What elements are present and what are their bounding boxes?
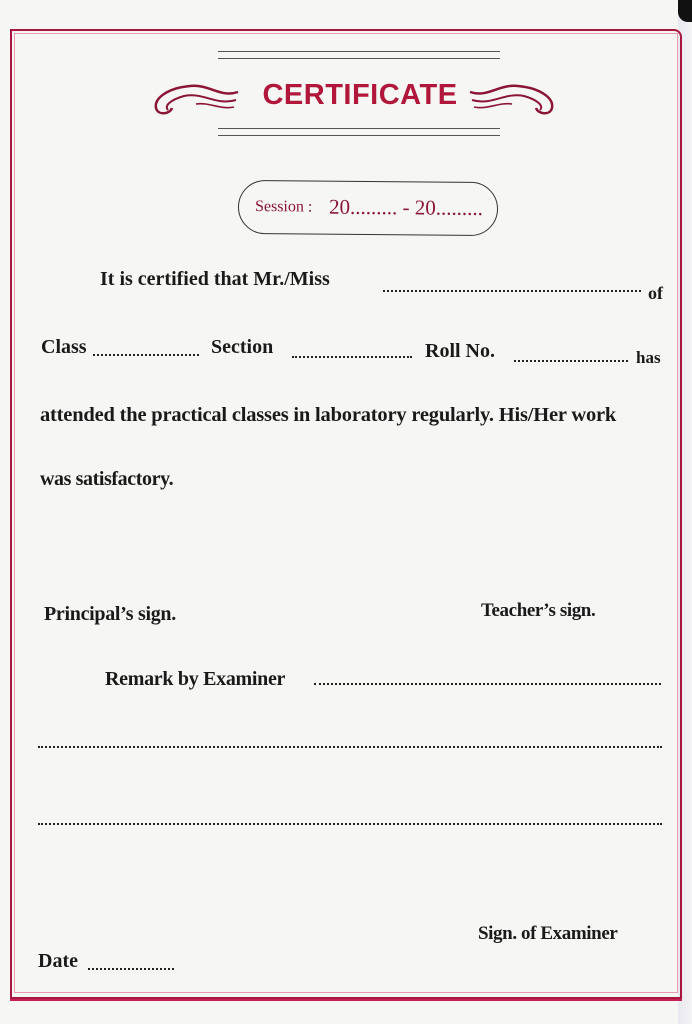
- of-text: of: [648, 283, 663, 303]
- session-label: Session :: [254, 198, 313, 216]
- roll-no-label: Roll No.: [425, 340, 495, 362]
- session-years-field: 20......... - 20.........: [328, 194, 484, 221]
- flourish-right-icon: [466, 78, 558, 118]
- certify-text: It is certified that Mr./Miss: [100, 268, 330, 290]
- teacher-sign-label: Teacher’s sign.: [481, 600, 596, 621]
- class-label: Class: [41, 336, 87, 358]
- header-rule-bottom-2: [218, 135, 500, 136]
- certificate-title-block: [150, 74, 555, 122]
- remark-blank-3: [38, 823, 662, 825]
- date-blank: [88, 968, 174, 970]
- page-corner-shadow: [678, 0, 692, 22]
- date-label: Date: [38, 950, 78, 972]
- header-rule-bottom-1: [218, 128, 500, 129]
- certificate-border-inner: [14, 33, 678, 993]
- section-label: Section: [211, 336, 274, 358]
- header-rule-top-1: [218, 51, 500, 52]
- certificate-title: CERTIFICATE: [262, 79, 458, 111]
- header-rule-top-2: [218, 58, 500, 59]
- student-name-blank: [383, 290, 641, 292]
- section-blank: [292, 356, 412, 358]
- class-blank: [93, 354, 199, 356]
- remark-blank-1: [314, 683, 661, 685]
- has-text: has: [636, 348, 661, 367]
- satisfactory-text: was satisfactory.: [40, 468, 174, 490]
- session-box: [238, 180, 498, 236]
- principal-sign-label: Principal’s sign.: [44, 603, 176, 625]
- remark-blank-2: [38, 746, 662, 748]
- examiner-sign-label: Sign. of Examiner: [478, 923, 618, 944]
- attendance-text: attended the practical classes in laboratory regularly. His/Her work: [40, 404, 617, 426]
- flourish-left-icon: [150, 78, 242, 118]
- remark-label: Remark by Examiner: [105, 668, 286, 690]
- roll-no-blank: [514, 360, 628, 362]
